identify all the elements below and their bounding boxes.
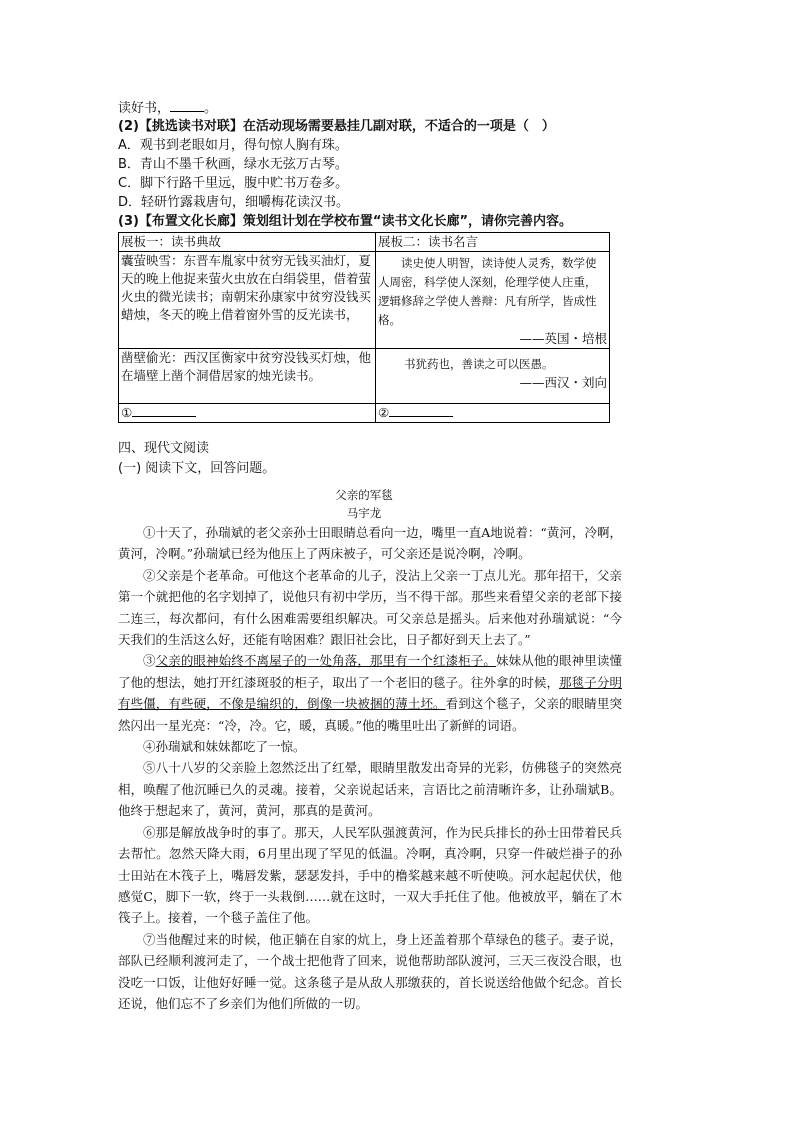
paragraph-3	[118, 650, 622, 736]
section4-title: 四、现代文阅读	[118, 441, 210, 456]
q2-option-b[interactable]: B．青山不墨千秋画，绿水无弦万古琴。	[118, 157, 348, 172]
p3-number: ③	[143, 653, 156, 669]
q1-tail-text: 读好书，	[118, 101, 171, 116]
section4-subtitle: (一) 阅读下文，回答问题。	[118, 461, 276, 476]
answer-blank[interactable]	[170, 99, 204, 112]
q1-tail-period: 。	[204, 101, 218, 116]
blank-2-line[interactable]	[389, 404, 453, 417]
article-author: 马宇龙	[346, 506, 382, 520]
quote-2-attribution: ——西汉・刘向	[519, 375, 607, 390]
blank-1-line[interactable]	[132, 404, 196, 417]
exhibit-quote-1-cell	[376, 252, 610, 349]
q2-option-c[interactable]: C．脚下行路千里远，腹中贮书万卷多。	[118, 176, 349, 191]
q3-stem: (3)【布置文化长廊】策划组计划在学校布置“读书文化长廊”，请你完善内容。	[118, 214, 573, 229]
article-title: 父亲的军毯	[335, 488, 393, 502]
q2-option-d[interactable]: D．轻研竹露栽唐句，细嚼梅花读汉书。	[118, 195, 350, 210]
paragraph-4: ④孙瑞斌和妹妹都吃了一惊。	[143, 739, 306, 755]
exhibit-right-head: 展板二：读书名言	[376, 233, 610, 252]
quote-1-text: 读史使人明智，读诗使人灵秀，数学使人周密，科学使人深刻，伦理学使人庄重，逻辑修辞之学使人善辩：凡有所学，皆成性格。	[378, 256, 597, 327]
quote-2-text: 书犹药也，善读之可以医愚。	[404, 357, 554, 371]
exhibit-left-head: 展板一：读书典故	[119, 233, 376, 252]
exhibit-story-2: 凿壁偷光：西汉匡衡家中贫穷没钱买灯烛，他在墙壁上凿个洞借居家的烛光读书。	[119, 349, 376, 404]
exhibit-blank-2-cell[interactable]	[376, 404, 610, 423]
exhibit-quote-2-cell	[376, 349, 610, 404]
exhibit-blank-1-cell[interactable]	[119, 404, 376, 423]
paragraph-7: ⑦当他醒过来的时候，他正躺在自家的炕上，身上还盖着那个草绿色的毯子。妻子说，部队已经顺利渡河走了，一个战士把他背了回来，说他帮助部队渡河，三天三夜没合眼，也没吃一口饭，让他好好睡一觉。这条毯子是从敌人那缴获的，首长说送给他做个纪念。首长还说，他们忘不了乡亲们为他们所做的一切。	[118, 931, 622, 1011]
p3-text-1: 妹妹从他的眼神里读懂了他的想法，她打开红漆斑驳的柜子，取出了一个老旧的毯子。往外拿的时候，	[118, 653, 622, 690]
p3-text-2: 看到这个毯子，父亲的眼睛里突然闪出一星光亮：“冷，冷。它，暖，真暖。”他的嘴里吐出了新鲜的词语。	[118, 696, 622, 733]
blank-2-marker: ②	[378, 405, 390, 420]
blank-1-marker: ①	[121, 405, 133, 420]
article-body	[118, 522, 622, 1014]
paragraph-6: ⑥那是解放战争时的事了。那天，人民军队强渡黄河，作为民兵排长的孙士田带着民兵去帮忙。忽然天降大雨，6月里出现了罕见的低温。冷啊，真冷啊，只穿一件破烂褂子的孙士田站在木筏子上，嘴唇发紫，瑟瑟发抖，手中的橹桨越来越不听使唤。河水起起伏伏，他感觉C，脚下一软，终于一头栽倒……就在这时，一双大手托住了他。他被放平，躺在了木筏子上。接着，一个毯子盖住了他。	[118, 824, 622, 926]
paragraph-5: ⑤八十八岁的父亲脸上忽然泛出了红晕，眼睛里散发出奇异的光彩，仿佛毯子的突然亮相，唤醒了他沉睡已久的灵魂。接着，父亲说起话来，言语比之前清晰许多，让孙瑞斌B。他终于想起来了，黄河，黄河，那真的是黄河。	[118, 760, 622, 819]
exhibit-table	[118, 232, 610, 423]
p3-underlined-1: 父亲的眼神始终不离屋子的一处角落，那里有一个红漆柜子。	[155, 653, 496, 669]
paragraph-1: ①十天了，孙瑞斌的老父亲孙士田眼睛总看向一边，嘴里一直A地说着：“黄河，冷啊，黄河，冷啊。”孙瑞斌已经为他压上了两床被子，可父亲还是说冷啊，冷啊。	[118, 525, 622, 562]
p3-underlined-2: 那毯子分明有些僵，有些硬，不像是编织的，倒像一块被捆的薄土坯。	[118, 674, 622, 712]
exhibit-story-1: 囊萤映雪：东晋车胤家中贫穷无钱买油灯，夏天的晚上他捉来萤火虫放在白绢袋里，借着萤火虫的微光读书；南朝宋孙康家中贫穷没钱买蜡烛，冬天的晚上借着窗外雪的反光读书，	[119, 252, 376, 349]
q2-stem: (2)【挑选读书对联】在活动现场需要悬挂几副对联，不适合的一项是（ ）	[118, 119, 555, 134]
quote-1-attribution: ——英国・培根	[519, 331, 607, 346]
q1-tail-line	[118, 99, 217, 118]
paragraph-2: ②父亲是个老革命。可他这个老革命的儿子，没沾上父亲一丁点儿光。那年招干，父亲第一个就把他的名字划掉了，说他只有初中学历，当不得干部。那些来看望父亲的老部下接二连三，每次都问，有什么困难需要组织解决。可父亲总是摇头。后来他对孙瑞斌说：“今天我们的生活这么好，还能有啥困难？跟旧社会比，日子都好到天上去了。”	[118, 567, 622, 648]
q2-option-a[interactable]: A．观书到老眼如月，得句惊人胸有珠。	[118, 138, 348, 153]
